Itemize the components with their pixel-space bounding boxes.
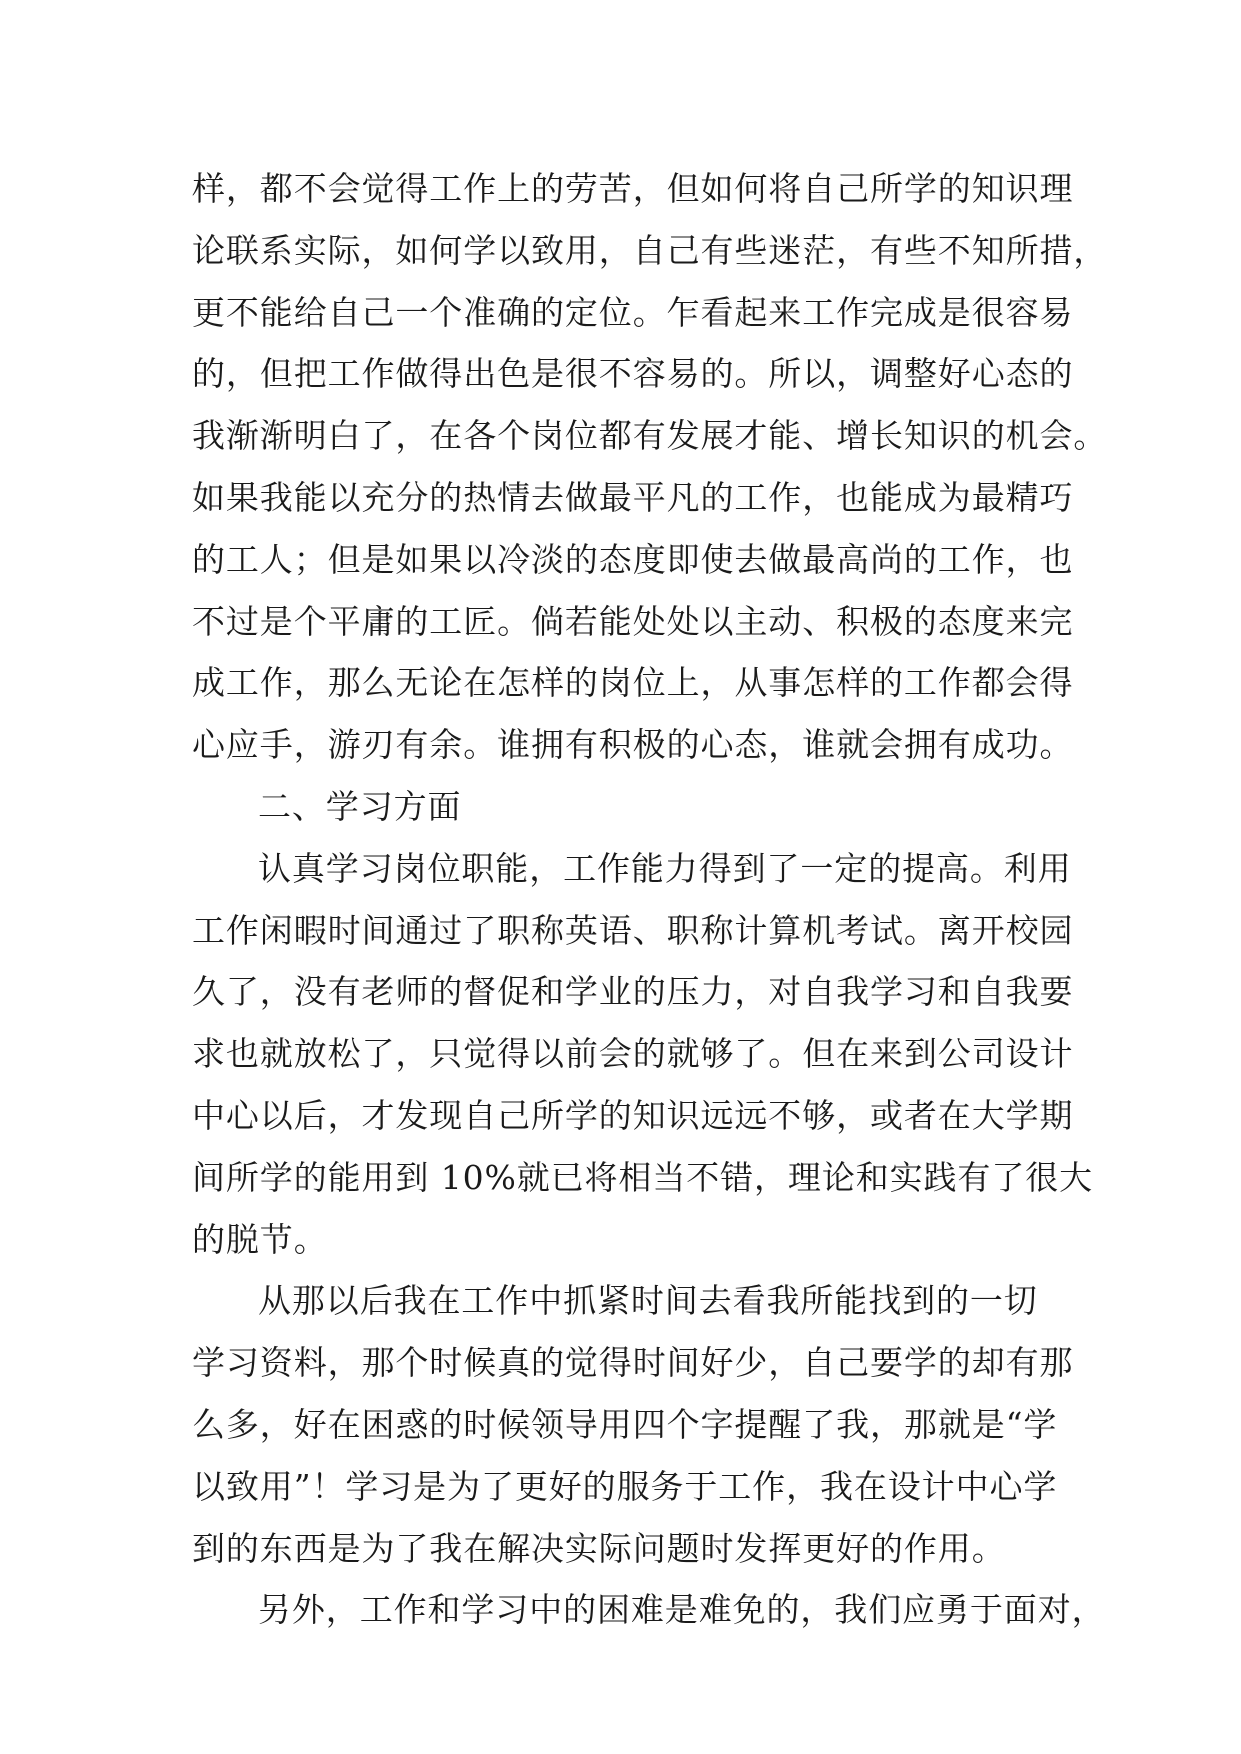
text-line: 的，但把工作做得出色是很不容易的。所以，调整好心态的 <box>192 354 1074 394</box>
text-line: 么多，好在困惑的时候领导用四个字提醒了我，那就是“学 <box>192 1404 1058 1444</box>
text-line: 我渐渐明白了，在各个岗位都有发展才能、增长知识的机会。 <box>192 416 1108 456</box>
text-line: 不过是个平庸的工匠。倘若能处处以主动、积极的态度来完 <box>192 601 1074 641</box>
text-line: 样，都不会觉得工作上的劳苦，但如何将自己所学的知识理 <box>192 169 1074 208</box>
text-line: 更不能给自己一个准确的定位。乍看起来工作完成是很容易 <box>192 292 1074 332</box>
text-line: 的工人；但是如果以冷淡的态度即使去做最高尚的工作，也 <box>192 539 1074 579</box>
paragraph-start: 另外，工作和学习中的困难是难免的，我们应勇于面对， <box>258 1590 1106 1630</box>
text-line: 以致用”！学习是为了更好的服务于工作，我在设计中心学 <box>192 1466 1058 1506</box>
paragraph-start: 认真学习岗位职能，工作能力得到了一定的提高。利用 <box>258 848 1072 888</box>
body-text <box>192 158 1108 1641</box>
text-line: 成工作，那么无论在怎样的岗位上，从事怎样的工作都会得 <box>192 663 1074 703</box>
text-line: 间所学的能用到 10%就已将相当不错，理论和实践有了很大 <box>192 1157 1094 1197</box>
section-heading: 二、学习方面 <box>258 786 462 826</box>
text-line: 到的东西是为了我在解决实际问题时发挥更好的作用。 <box>192 1528 1006 1568</box>
paragraph-start: 从那以后我在工作中抓紧时间去看我所能找到的一切 <box>258 1281 1038 1321</box>
text-line: 如果我能以充分的热情去做最平凡的工作，也能成为最精巧 <box>192 477 1074 517</box>
text-line: 论联系实际，如何学以致用，自己有些迷茫，有些不知所措， <box>192 230 1108 270</box>
text-line: 的脱节。 <box>192 1219 328 1259</box>
text-line: 求也就放松了，只觉得以前会的就够了。但在来到公司设计 <box>192 1034 1074 1074</box>
text-line: 学习资料，那个时候真的觉得时间好少，自己要学的却有那 <box>192 1343 1074 1383</box>
text-line: 工作闲暇时间通过了职称英语、职称计算机考试。离开校园 <box>192 910 1074 950</box>
text-line: 久了，没有老师的督促和学业的压力，对自我学习和自我要 <box>192 972 1074 1012</box>
text-line: 中心以后，才发现自己所学的知识远远不够，或者在大学期 <box>192 1095 1074 1135</box>
text-line: 心应手，游刃有余。谁拥有积极的心态，谁就会拥有成功。 <box>192 725 1074 765</box>
